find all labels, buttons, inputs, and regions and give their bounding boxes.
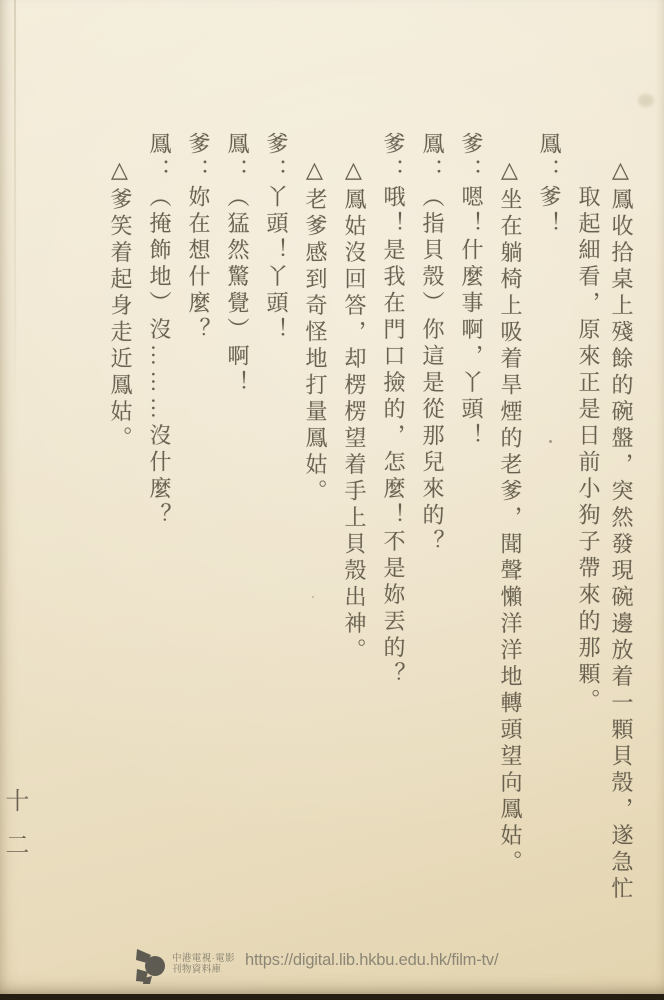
paper-crease: [14, 0, 16, 420]
script-text-block: [92, 132, 634, 903]
script-line: 爹：哦！是我在門口撿的，怎麼！不是妳丟的？: [381, 132, 406, 689]
watermark-org-name: [172, 953, 235, 975]
paper-smudge: [638, 94, 654, 107]
script-line: △坐在躺椅上吸着旱煙的老爹，聞聲懶洋洋地轉頭望向鳳姑。: [498, 158, 523, 877]
page-number: 十二: [1, 788, 27, 876]
script-line: 爹：丫頭！丫頭！: [264, 132, 289, 344]
watermark: [136, 948, 498, 985]
script-line: 爹：嗯！什麼事啊，丫頭！: [459, 132, 484, 450]
script-line: 鳳：（掩飾地）沒………沒什麼？: [147, 132, 172, 530]
watermark-org-line2: 刊物資料庫: [172, 964, 222, 975]
watermark-org-line1: 中港電視·電影: [172, 953, 235, 964]
script-line: 鳳：（猛然驚覺）啊！: [225, 132, 250, 397]
studio-spotlight-icon: [136, 948, 166, 985]
script-line: 鳳：爹！: [537, 132, 562, 238]
script-line: 鳳：（指貝殼）你這是從那兒來的？: [420, 132, 445, 556]
script-line: △老爹感到奇怪地打量鳳姑。: [303, 158, 328, 506]
script-line: △爹笑着起身走近鳳姑。: [108, 158, 133, 453]
script-line: △鳳收拾桌上殘餘的碗盤，突然發現碗邊放着一顆貝殼，遂急忙: [609, 158, 634, 903]
watermark-url: https://digital.lib.hkbu.edu.hk/film-tv/: [244, 951, 499, 969]
script-line: 取起細看，原來正是日前小狗子帶來的那顆。: [576, 185, 601, 715]
script-line: △鳳姑沒回答，却楞楞望着手上貝殼出神。: [342, 158, 367, 665]
script-line: 爹：妳在想什麼？: [186, 132, 211, 344]
